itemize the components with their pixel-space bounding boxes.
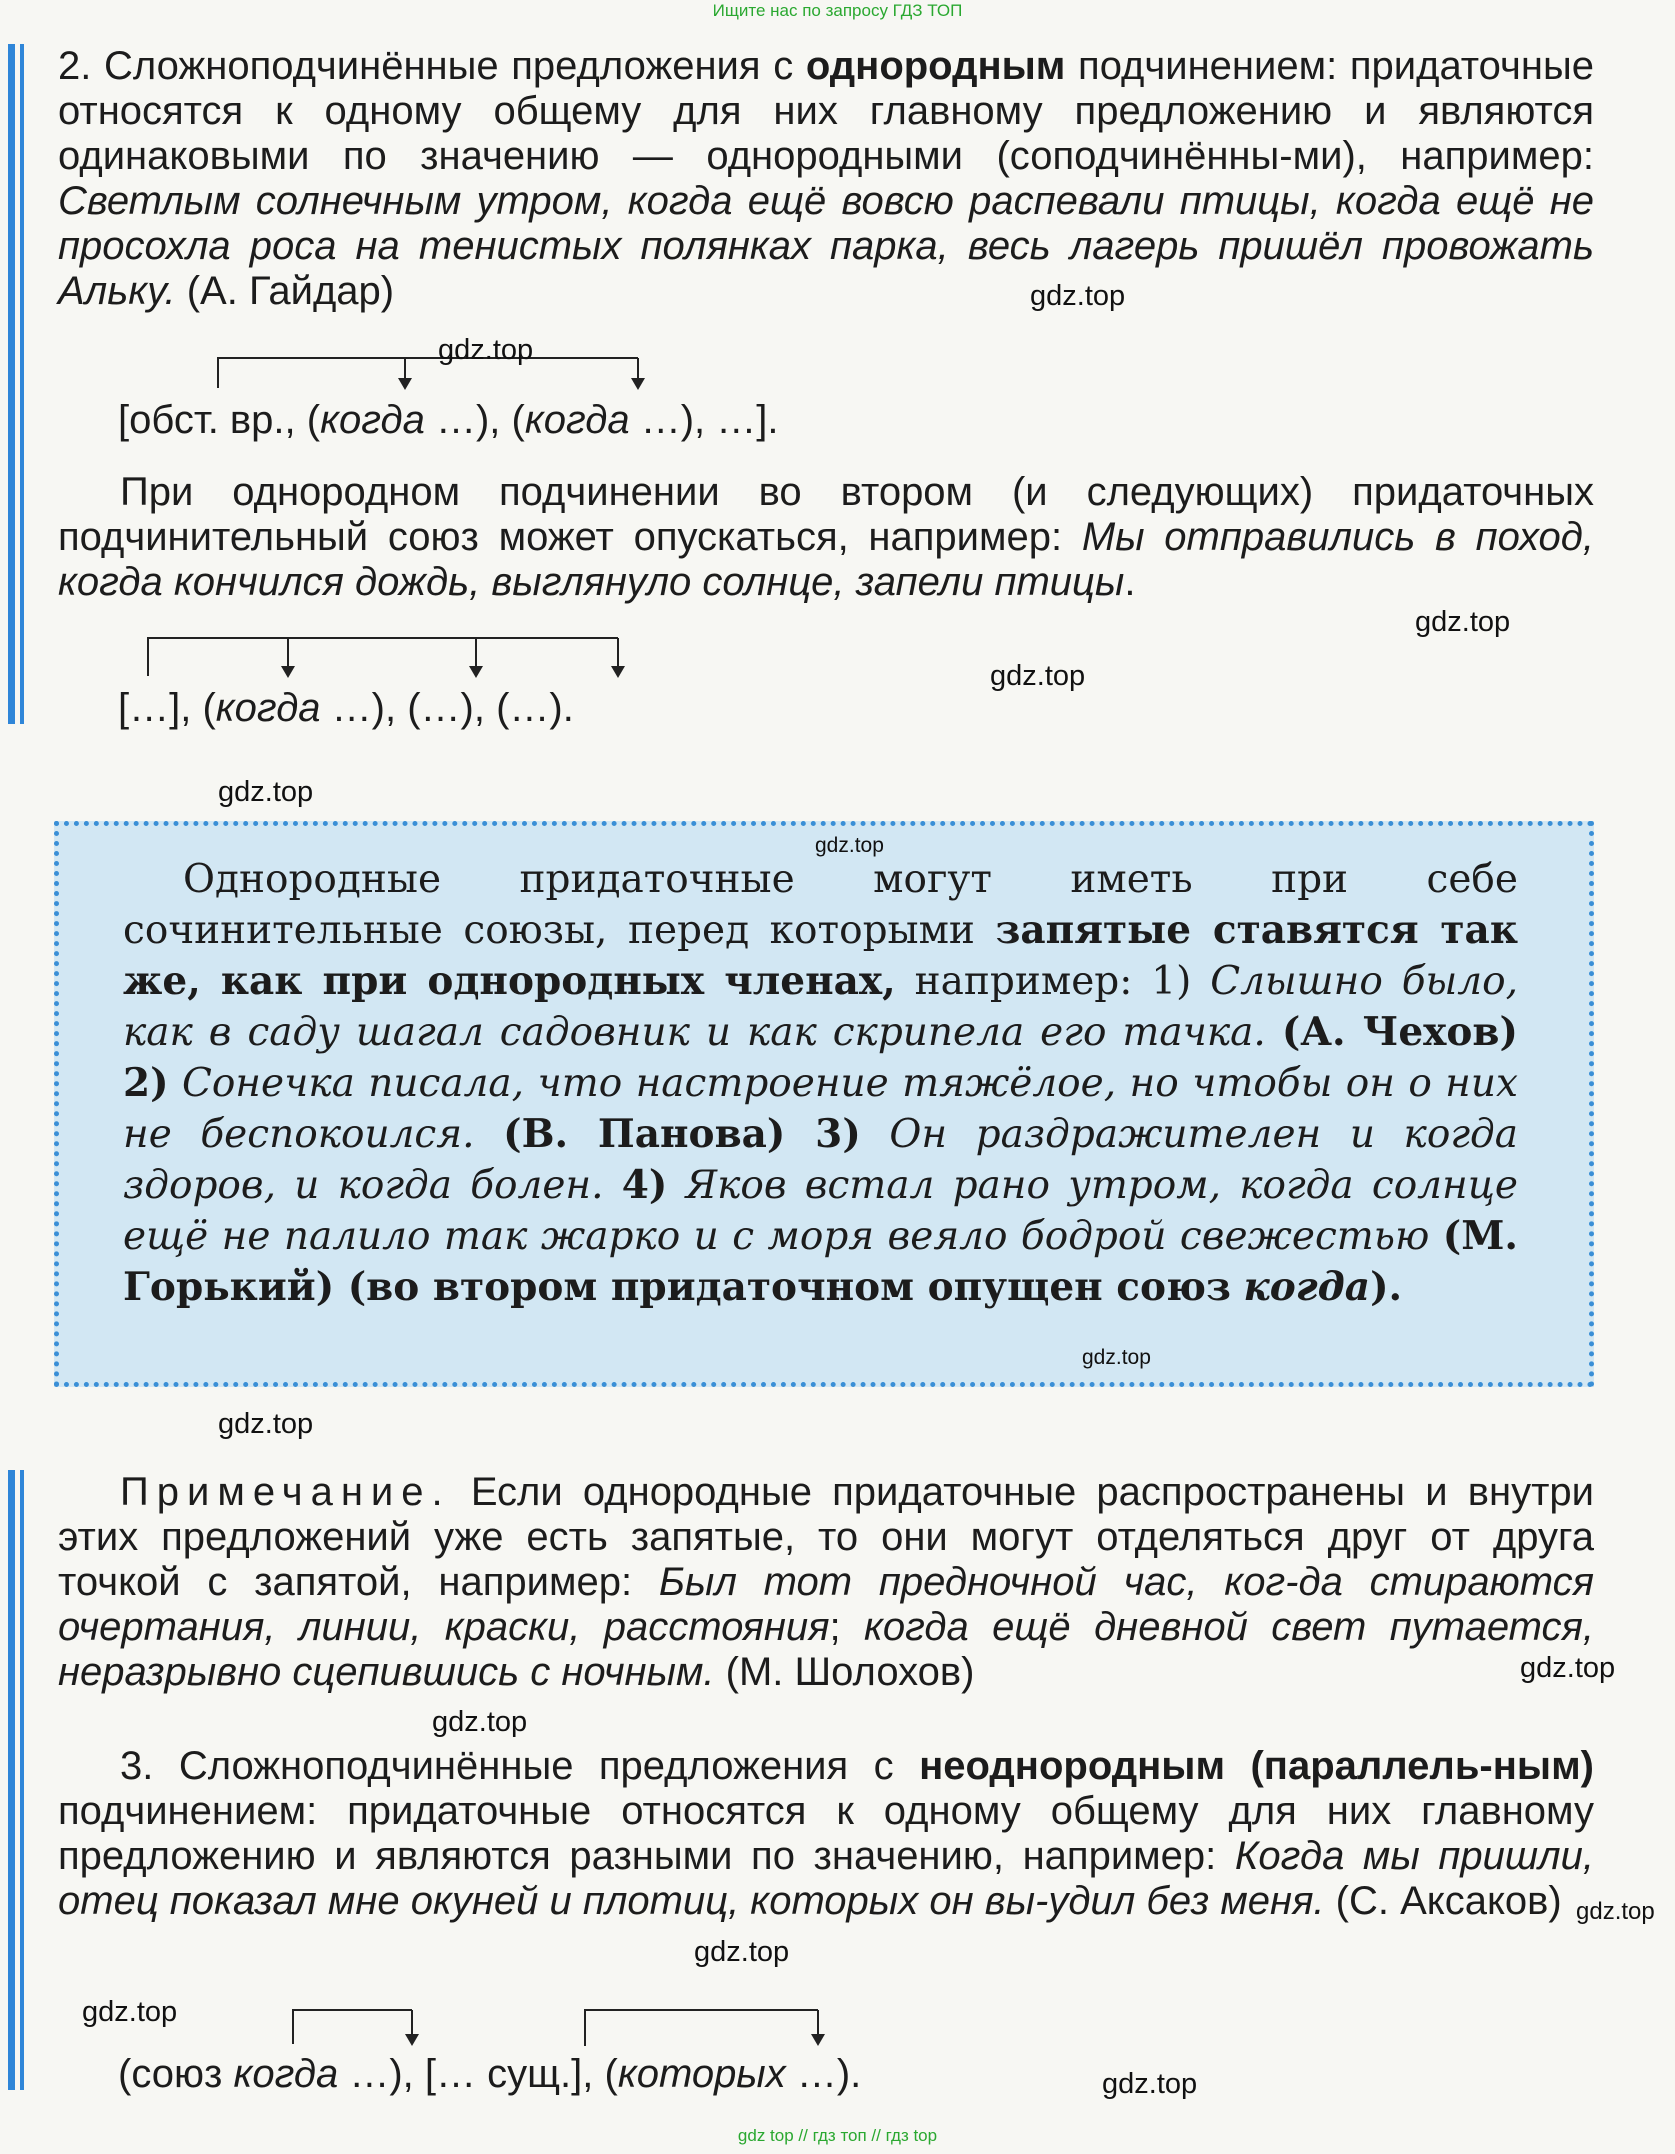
note-marker-bar xyxy=(8,1470,15,2090)
watermark: gdz.top xyxy=(218,1408,314,1440)
section-marker-bar xyxy=(20,44,24,724)
note-paragraph: Примечание. Если однородные придаточные распространены и внутри этих предложений уже есть запятые, то они могут отделяться друг от друга точкой с запятой, например: Был тот предночной час, ког-да стираются очертания, линии, краски, расстояния; когда ещё дневной свет путается, неразрывно сцепившись с ночным. (М. Шолохов) xyxy=(58,1470,1594,1694)
watermark: gdz.top xyxy=(694,1936,790,1968)
omission-paragraph: При однородном подчинении во втором (и следующих) придаточных подчинительный союз может опускаться, например: Мы отправились в поход, когда кончился дождь, выглянуло солнце, запели птицы. xyxy=(58,470,1594,604)
scheme-omitted-conjunction: […], (когда …), (…), (…). xyxy=(118,686,574,731)
watermark: gdz.top xyxy=(432,1706,528,1738)
scheme-heterogeneous: (союз когда …), [… сущ.], (которых …). xyxy=(118,2052,861,2097)
watermark: gdz.top xyxy=(438,334,534,366)
section-2-paragraph: 2. Сложноподчинённые предложения с однородным подчинением: придаточные относятся к одному общему для них главному предложению и являются одинаковыми по значению — однородными (соподчинённы-ми), например: Светлым солнечным утром, когда ещё вовсю распевали птицы, когда ещё не просохла роса на тенистых полянках парка, весь лагерь пришёл провожать Альку. (А. Гайдар) xyxy=(58,44,1594,313)
example-sentence: Когда мы пришли, отец показал мне окуней и плотиц, которых он вы-удил без меня. xyxy=(58,1834,1594,1923)
watermark: gdz.top xyxy=(82,1996,178,2028)
example-source: (М. Шолохов) xyxy=(725,1650,975,1694)
rule-text: Однородные придаточные могут иметь при себе сочинительные союзы, перед которыми запятые ставятся так же, как при однородных членах, например: 1) Слышно было, как в саду шагал садовник и как скрипела его тачка. (А. Чехов) 2) Сонечка писала, что настроение тяжёлое, но чтобы он о них не беспокоился. (В. Панова) 3) Он раздражителен и когда здоров, и когда болен. 4) Яков встал рано утром, когда солнце ещё не палило так жарко и с моря веяло бодрой свежестью (М. Горький) (во втором придаточном опущен союз когда). xyxy=(123,857,1519,1310)
section-number: 3. xyxy=(120,1744,154,1788)
top-banner[interactable]: Ищите нас по запросу ГДЗ ТОП xyxy=(712,1,963,20)
watermark: gdz.top xyxy=(1030,280,1126,312)
watermark: gdz.top xyxy=(815,834,884,857)
section-3-paragraph: 3. Сложноподчинённые предложения с неоднородным (параллель-ным) подчинением: придаточные относятся к одному общему для них главному предложению и являются разными по значению, например: Когда мы пришли, отец показал мне окуней и плотиц, которых он вы-удил без меня. (С. Аксаков) xyxy=(58,1744,1594,1923)
note-example-2: когда ещё дневной свет путается, неразрывно сцепившись с ночным. xyxy=(58,1605,1594,1694)
rule-example-1: Слышно было, как в саду шагал садовник и как скрипела его тачка. xyxy=(123,959,1518,1055)
note-marker-bar xyxy=(20,1470,24,2090)
watermark: gdz.top xyxy=(1520,1652,1616,1684)
watermark: gdz.top xyxy=(1082,1346,1151,1369)
scheme-arrows xyxy=(118,628,618,678)
note-example-1: Был тот предночной час, ког-да стираются очертания, линии, краски, расстояния xyxy=(58,1560,1594,1649)
watermark: gdz.top xyxy=(1102,2068,1198,2100)
section-marker-bar xyxy=(8,44,15,724)
example-sentence: Светлым солнечным утром, когда ещё вовсю распевали птицы, когда ещё не просохла роса на тенистых полянках парка, весь лагерь пришёл провожать Альку. xyxy=(58,179,1594,313)
example-sentence: Мы отправились в поход, когда кончился дождь, выглянуло солнце, запели птицы xyxy=(58,515,1594,604)
scheme-arrows xyxy=(118,2000,838,2050)
scheme-homogeneous: [обст. вр., (когда …), (когда …), …]. xyxy=(118,398,779,443)
example-source: (С. Аксаков) xyxy=(1335,1879,1562,1923)
watermark: gdz.top xyxy=(990,660,1086,692)
term-heterogeneous: неоднородным (параллель-ным) xyxy=(919,1744,1594,1788)
bottom-banner[interactable]: gdz top // гдз топ // гдз top xyxy=(737,2126,938,2145)
rule-example-4: Яков встал рано утром, когда солнце ещё не палило так жарко и с моря веяло бодрой свежестью xyxy=(123,1163,1518,1259)
section-number: 2. xyxy=(58,44,92,88)
rule-example-2: Сонечка писала, что настроение тяжёлое, но чтобы он о них не беспокоился. xyxy=(123,1061,1518,1157)
example-source: (А. Гайдар) xyxy=(186,269,395,313)
watermark: gdz.top xyxy=(1576,1898,1655,1925)
rule-example-3: Он раздражителен и когда здоров, и когда болен. xyxy=(123,1112,1519,1208)
note-label: Примечание. xyxy=(120,1470,451,1514)
watermark: gdz.top xyxy=(218,776,314,808)
rule-emphasis: запятые ставятся так же, как при однородных членах, xyxy=(123,907,1518,1004)
watermark: gdz.top xyxy=(1415,606,1511,638)
term-homogeneous: однородным xyxy=(805,44,1066,88)
rule-box xyxy=(54,821,1594,1387)
